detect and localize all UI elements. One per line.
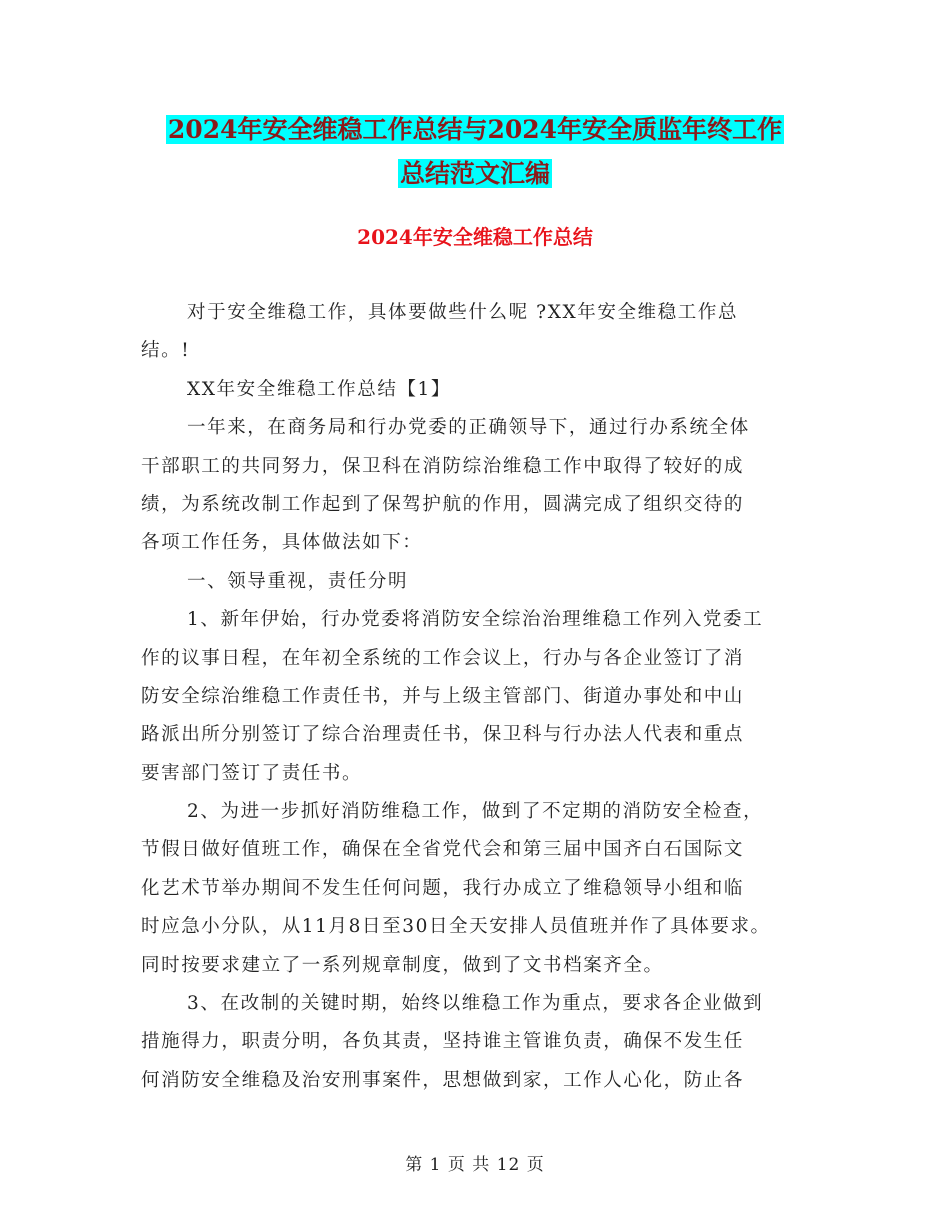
- paragraph-line: 1、新年伊始，行办党委将消防安全综治治理维稳工作列入党委工: [187, 609, 764, 631]
- paragraph-line: 要害部门签订了责任书。: [141, 762, 363, 784]
- paragraph-line: 各项工作任务，具体做法如下：: [141, 532, 423, 554]
- paragraph-line: 一年来，在商务局和行办党委的正确领导下，通过行办系统全体: [187, 417, 750, 439]
- paragraph-line: 2、为进一步抓好消防维稳工作，做到了不定期的消防安全检查，: [187, 801, 764, 823]
- paragraph-line: 作的议事日程，在年初全系统的工作会议上，行办与各企业签订了消: [141, 647, 745, 669]
- paragraph-line: 措施得力，职责分明，各负其责，坚持谁主管谁负责，确保不发生任: [141, 1031, 745, 1053]
- paragraph-line: 化艺术节举办期间不发生任何问题，我行办成立了维稳领导小组和临: [141, 877, 745, 899]
- paragraph-line: 节假日做好值班工作，确保在全省党代会和第三届中国齐白石国际文: [141, 839, 745, 861]
- section-title: 2024年安全维稳工作总结: [357, 225, 593, 249]
- paragraph-line: 绩，为系统改制工作起到了保驾护航的作用，圆满完成了组织交待的: [141, 493, 745, 515]
- paragraph-line: 干部职工的共同努力，保卫科在消防综治维稳工作中取得了较好的成: [141, 455, 745, 477]
- document-title-line-2: 总结范文汇编: [399, 159, 550, 188]
- body-text: [141, 294, 811, 1100]
- paragraph-line: 3、在改制的关键时期，始终以维稳工作为重点，要求各企业做到: [187, 993, 764, 1015]
- page-footer: 第 1 页 共 12 页: [405, 1155, 545, 1175]
- paragraph-line: XX年安全维稳工作总结【1】: [187, 378, 452, 400]
- document-title-line-1: 2024年安全维稳工作总结与2024年安全质监年终工作: [167, 115, 783, 144]
- paragraph-line: 何消防安全维稳及治安刑事案件，思想做到家，工作人心化，防止各: [141, 1069, 745, 1091]
- document-title: [0, 108, 950, 196]
- paragraph-line: 对于安全维稳工作，具体要做些什么呢 ?XX年安全维稳工作总: [187, 302, 739, 323]
- paragraph-line: 防安全综治维稳工作责任书，并与上级主管部门、街道办事处和中山: [141, 685, 745, 707]
- paragraph-line: 结。!: [141, 340, 191, 362]
- paragraph-line: 一、领导重视，责任分明: [187, 570, 409, 592]
- paragraph-line: 同时按要求建立了一系列规章制度，做到了文书档案齐全。: [141, 954, 664, 976]
- paragraph-line: 路派出所分别签订了综合治理责任书，保卫科与行办法人代表和重点: [141, 724, 745, 746]
- paragraph-line: 时应急小分队，从11月8日至30日全天安排人员值班并作了具体要求。: [141, 916, 771, 938]
